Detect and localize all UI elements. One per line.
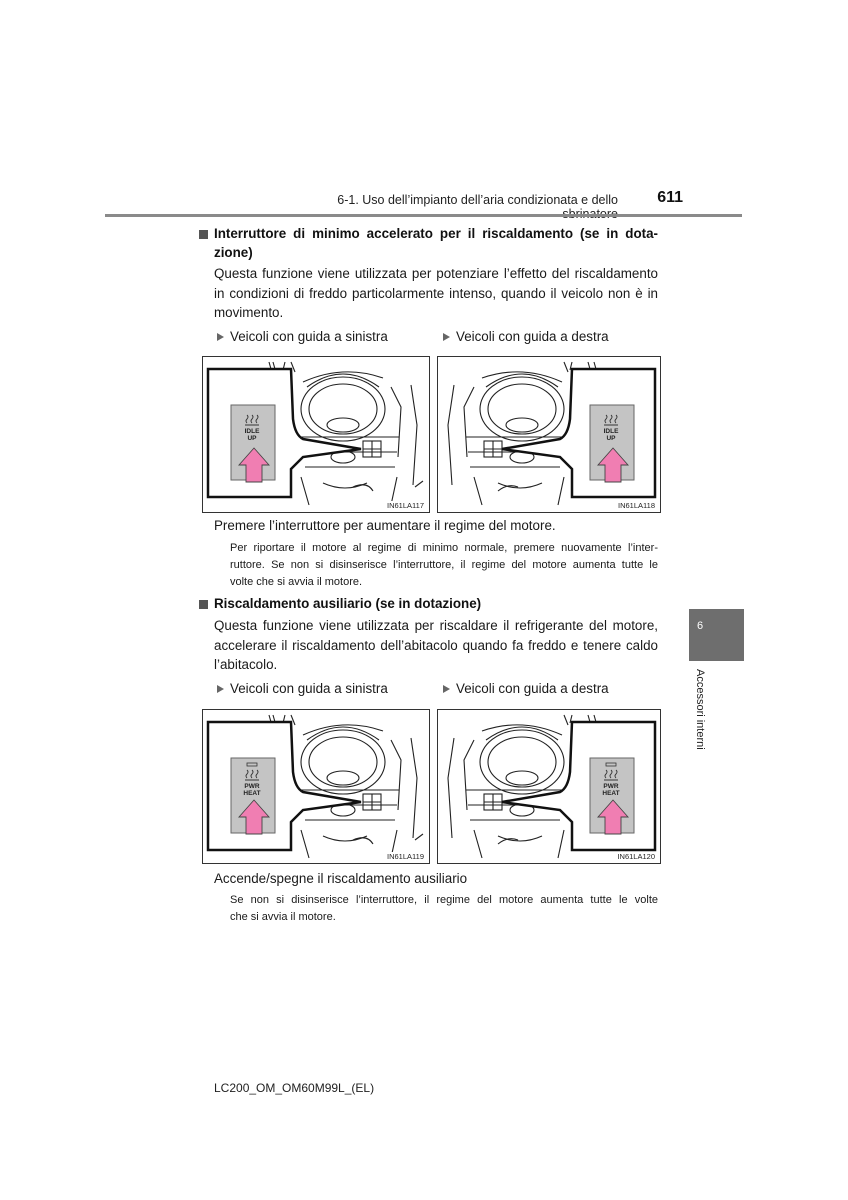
figure-code: IN61LA117	[387, 501, 424, 510]
note-line: volte che si avvia il motore.	[230, 576, 363, 588]
body-line: Questa funzione viene utilizzata per potenziare l’effetto del riscaldamento	[214, 266, 658, 281]
figure-code: IN61LA118	[618, 501, 655, 510]
body-line: Questa funzione viene utilizzata per riscaldare il refrigerante del motore,	[214, 618, 658, 633]
button-label: IDLE	[603, 428, 619, 435]
button-label: PWR	[244, 783, 260, 790]
idle-up-button	[208, 369, 361, 497]
body-line: accelerare il riscaldamento dell’abitacolo quando fa freddo e tenere caldo	[214, 638, 658, 653]
dashboard-illustration	[203, 357, 429, 512]
figure-rhd-idle-up	[437, 356, 661, 513]
body-line: movimento.	[214, 305, 284, 320]
option-arrow-icon	[217, 333, 224, 341]
chapter-tab	[689, 609, 744, 661]
dashboard-illustration	[438, 710, 660, 863]
note-line: Se non si disinserisce l’interruttore, il regime del motore aumenta tutte le volte	[230, 894, 658, 906]
button-label: HEAT	[243, 790, 261, 797]
button-label: IDLE	[244, 428, 260, 435]
chapter-label: Accessori interni	[694, 669, 706, 750]
option-arrow-icon	[217, 685, 224, 693]
page-number: 611	[657, 189, 683, 206]
section-heading: Interruttore di minimo accelerato per il riscaldamento (se in dota-	[214, 226, 658, 241]
figure-code: IN61LA119	[387, 852, 424, 861]
figure-rhd-pwr-heat	[437, 709, 661, 864]
dashboard-illustration	[438, 357, 660, 512]
pwr-heat-button	[208, 722, 361, 850]
idle-up-button	[502, 369, 655, 497]
figure-code: IN61LA120	[617, 852, 655, 861]
figure-lhd-pwr-heat	[202, 709, 430, 864]
heading-bullet-icon	[199, 230, 208, 239]
option-arrow-icon	[443, 333, 450, 341]
header-rule	[105, 214, 742, 217]
option-arrow-icon	[443, 685, 450, 693]
body-line: l’abitacolo.	[214, 657, 278, 672]
option-left: Veicoli con guida a sinistra	[230, 681, 388, 696]
body-line: in condizioni di freddo particolarmente intenso, quando il veicolo non è in	[214, 286, 658, 301]
option-left: Veicoli con guida a sinistra	[230, 329, 388, 344]
chapter-number: 6	[697, 620, 704, 632]
option-right: Veicoli con guida a destra	[456, 329, 609, 344]
heading-bullet-icon	[199, 600, 208, 609]
note-line: ruttore. Se non si disinserisce l’interruttore, il regime del motore aumenta tutte le	[230, 559, 658, 571]
note-line: Per riportare il motore al regime di minimo normale, premere nuovamente l’inter-	[230, 542, 658, 554]
dashboard-illustration	[203, 710, 429, 863]
figure-lhd-idle-up	[202, 356, 430, 513]
button-label: HEAT	[602, 790, 620, 797]
section-heading-cont: zione)	[214, 245, 253, 260]
note-line: che si avvia il motore.	[230, 911, 336, 923]
button-label: UP	[247, 435, 257, 442]
button-label: PWR	[603, 783, 619, 790]
section-title: 6-1. Uso dell’impianto dell’aria condizionata e dello	[337, 193, 618, 207]
footer-code: LC200_OM_OM60M99L_(EL)	[214, 1081, 375, 1095]
figure-caption: Accende/spegne il riscaldamento ausiliario	[214, 871, 468, 886]
button-label: UP	[606, 435, 616, 442]
pwr-heat-button	[502, 722, 655, 850]
option-right: Veicoli con guida a destra	[456, 681, 609, 696]
figure-caption: Premere l’interruttore per aumentare il regime del motore.	[214, 518, 556, 533]
section-heading: Riscaldamento ausiliario (se in dotazione)	[214, 596, 482, 611]
